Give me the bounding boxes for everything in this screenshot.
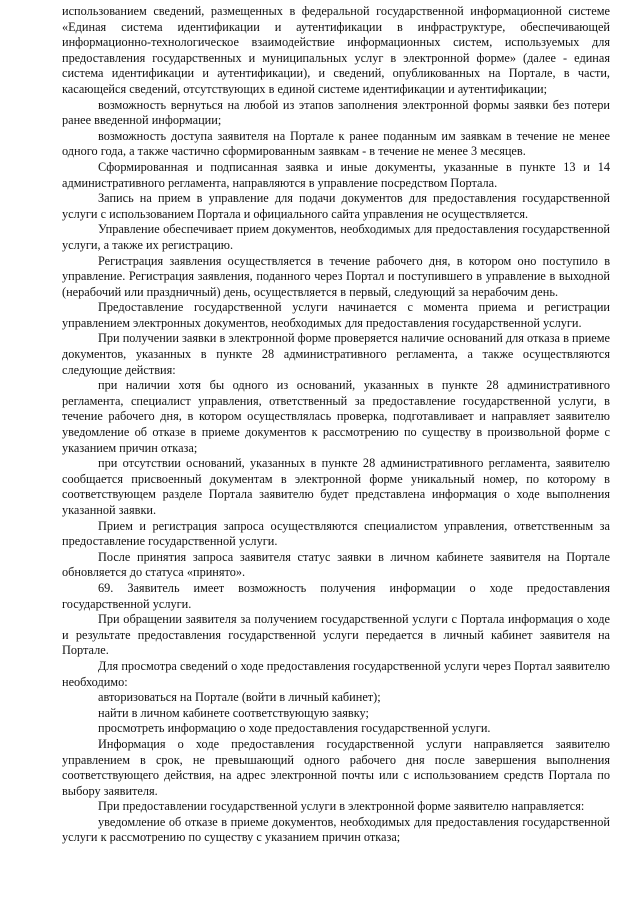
- paragraph-refusal-notification: уведомление об отказе в приеме документов, необходимых для предоставления государственной услуги к рассмотрению по существу с указанием причин отказа;: [62, 814, 610, 845]
- paragraph-progress-notification: Информация о ходе предоставления государственной услуги направляется заявителю управлением в срок, не превышающий одного рабочего дня после завершения выполнения соответствующего действия, на адрес электронной почты или с использованием средств Портала по выбору заявителя.: [62, 736, 610, 798]
- paragraph-signed-application: Сформированная и подписанная заявка и иные документы, указанные в пункте 13 и 14 административного регламента, направляются в управление посредством Портала.: [62, 159, 610, 190]
- paragraph-return-to-steps: возможность вернуться на любой из этапов заполнения электронной формы заявки без потери ранее введенной информации;: [62, 97, 610, 128]
- paragraph-step-find-application: найти в личном кабинете соответствующую заявку;: [98, 705, 369, 720]
- paragraph-service-start: Предоставление государственной услуги начинается с момента приема и регистрации управлением электронных документов, необходимых для предоставления государственной услуги.: [62, 300, 610, 330]
- paragraph-access-previous-applications: возможность доступа заявителя на Портале к ранее поданным им заявкам в течение не менее одного года, а также частично сформированным заявкам - в течение не менее 3 месяцев.: [62, 128, 610, 159]
- paragraph-registration: Регистрация заявления осуществляется в течение рабочего дня, в котором оно поступило в управление. Регистрация заявления, поданного через Портал и поступившего в управление в выходной (нерабочий или праздничный) день, осуществляется в первый, следующий за нерабочим день.: [62, 253, 610, 299]
- paragraph-refusal-notice: при наличии хотя бы одного из оснований, указанных в пункте 28 административного регламента, специалист управления, ответственный за предоставление государственной услуги, в течение рабочего дня, в котором осуществлялась проверка, подготавливает и направляет заявителю уведомление об отказе в приеме документов к рассмотрению по существу в произвольной форме с указанием причин отказа;: [62, 378, 610, 455]
- paragraph-step-authorize: авторизоваться на Портале (войти в личный кабинет);: [98, 690, 381, 705]
- paragraph-check-grounds: При получении заявки в электронной форме проверяется наличие оснований для отказа в приеме документов, указанных в пункте 28 административного регламента, а также осуществляются следующие действия:: [62, 331, 610, 377]
- paragraph-status-accepted: После принятия запроса заявителя статус заявки в личном кабинете заявителя на Портале обновляется до статуса «принято».: [62, 549, 610, 580]
- paragraph-view-progress: Для просмотра сведений о ходе предоставления государственной услуги через Портал заявителю необходимо:: [62, 658, 610, 689]
- paragraph-personal-cabinet-info: При обращении заявителя за получением государственной услуги с Портала информация о ходе и результате предоставления государственной услуги передается в личный кабинет заявителя на Портале.: [62, 612, 610, 658]
- paragraph-continuation: использованием сведений, размещенных в федеральной государственной информационной системе «Единая система идентификации и аутентификации в инфраструктуре, обеспечивающей информационно-технологическое взаимодействие информационных систем, используемых для предоставления государственных и муниципальных услуг в электронной форме» (далее - единая система идентификации и аутентификации), и сведений, опубликованных на Портале, в части, касающейся сведений, отсутствующих в единой системе идентификации и аутентификации;: [62, 4, 610, 96]
- paragraph-appointment: Запись на прием в управление для подачи документов для предоставления государственной услуги с использованием Портала и официального сайта управления не осуществляется.: [62, 191, 610, 221]
- paragraph-electronic-delivery: При предоставлении государственной услуги в электронной форме заявителю направляется:: [98, 799, 585, 814]
- paragraph-item-69: 69. Заявитель имеет возможность получения информации о ходе предоставления государственной услуги.: [62, 580, 610, 611]
- paragraph-step-view-info: просмотреть информацию о ходе предоставления государственной услуги.: [98, 721, 491, 736]
- paragraph-request-reception: Прием и регистрация запроса осуществляются специалистом управления, ответственным за предоставление государственной услуги.: [62, 518, 610, 549]
- paragraph-unique-number: при отсутствии оснований, указанных в пункте 28 административного регламента, заявителю сообщается присвоенный документам в электронной форме уникальный номер, по которому в соответствующем разделе Портала заявителю будет представлена информация о ходе выполнения указанной заявки.: [62, 456, 610, 517]
- paragraph-document-reception: Управление обеспечивает прием документов, необходимых для предоставления государственной услуги, а также их регистрацию.: [62, 222, 610, 252]
